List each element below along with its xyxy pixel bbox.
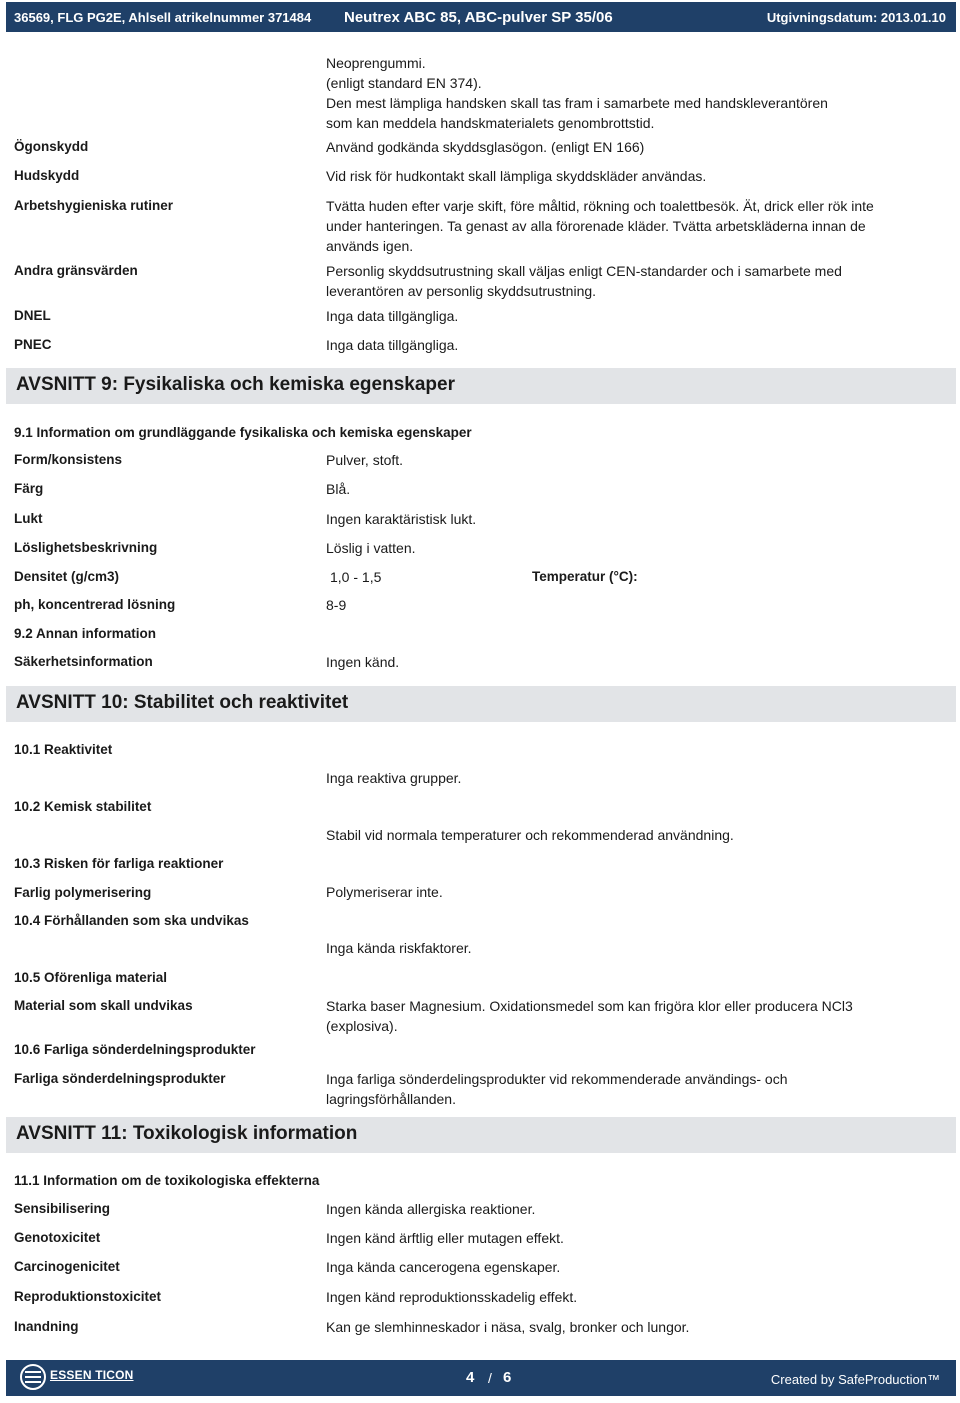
logo-text: ESSEN TICON: [50, 1368, 134, 1382]
subsection-10-4: 10.4 Förhållanden som ska undvikas: [14, 913, 249, 928]
subsection-10-5: 10.5 Oförenliga material: [14, 970, 168, 985]
section-9-header: [6, 368, 956, 404]
conditions-value: Inga kända riskfaktorer.: [326, 940, 472, 956]
carcinogenicity-value: Inga kända cancerogena egenskaper.: [326, 1259, 561, 1275]
page-number: 4: [466, 1369, 475, 1386]
polymerization-value: Polymeriserar inte.: [326, 884, 443, 900]
dnel-label: DNEL: [14, 308, 51, 323]
subsection-9-2: 9.2 Annan information: [14, 626, 157, 641]
page-total: 6: [503, 1369, 512, 1386]
decomposition-value: Inga farliga sönderdelingsprodukter vid rekommenderade användings- och lagringsförhållanden.: [326, 1071, 788, 1107]
carcinogenicity-label: Carcinogenicitet: [14, 1259, 120, 1274]
density-value: 1,0 - 1,5: [330, 569, 382, 585]
other-limits-value: Personlig skyddsutrustning skall väljas enligt CEN-standarder och i samarbete med leverantören av personlig skyddsutrustning.: [326, 263, 842, 299]
genotoxicity-label: Genotoxicitet: [14, 1230, 101, 1245]
glove-material: Neoprengummi.: [326, 55, 426, 71]
document-header: [6, 2, 956, 32]
glove-advice-line1: Den mest lämpliga handsken skall tas fram i samarbete med handskleverantören: [326, 95, 828, 111]
solubility-value: Löslig i vatten.: [326, 540, 416, 556]
pnec-value: Inga data tillgängliga.: [326, 337, 459, 353]
pnec-label: PNEC: [14, 337, 52, 352]
page-separator: /: [488, 1370, 492, 1386]
other-limits-label: Andra gränsvärden: [14, 263, 138, 278]
ph-value: 8-9: [326, 597, 347, 613]
incompatible-value: Starka baser Magnesium. Oxidationsmedel som kan frigöra klor eller producera NCl3 (explosiva).: [326, 998, 853, 1034]
genotoxicity-value: Ingen känd ärftlig eller mutagen effekt.: [326, 1230, 564, 1246]
subsection-10-2: 10.2 Kemisk stabilitet: [14, 799, 152, 814]
decomposition-label: Farliga sönderdelningsprodukter: [14, 1071, 226, 1086]
reactivity-value: Inga reaktiva grupper.: [326, 770, 462, 786]
essen-ticon-logo-icon: [20, 1364, 46, 1390]
subsection-10-3: 10.3 Risken för farliga reaktioner: [14, 856, 224, 871]
incompatible-label: Material som skall undvikas: [14, 998, 193, 1013]
polymerization-label: Farlig polymerisering: [14, 885, 152, 900]
subsection-10-1: 10.1 Reaktivitet: [14, 742, 113, 757]
odor-value: Ingen karaktäristisk lukt.: [326, 511, 477, 527]
section-11-header: [6, 1117, 956, 1153]
section-9-title: AVSNITT 9: Fysikaliska och kemiska egenskaper: [16, 374, 455, 395]
inhalation-value: Kan ge slemhinneskador i näsa, svalg, bronker och lungor.: [326, 1319, 690, 1335]
odor-label: Lukt: [14, 511, 43, 526]
inhalation-label: Inandning: [14, 1319, 79, 1334]
eye-protection-label: Ögonskydd: [14, 139, 89, 154]
glove-standard: (enligt standard EN 374).: [326, 75, 482, 91]
sensitization-label: Sensibilisering: [14, 1201, 111, 1216]
section-10-title: AVSNITT 10: Stabilitet och reaktivitet: [16, 692, 349, 713]
subsection-9-1: 9.1 Information om grundläggande fysikaliska och kemiska egenskaper: [14, 425, 472, 440]
dnel-value: Inga data tillgängliga.: [326, 308, 459, 324]
solubility-label: Löslighetsbeskrivning: [14, 540, 158, 555]
temperature-label: Temperatur (°C):: [532, 569, 638, 584]
skin-protection-label: Hudskydd: [14, 168, 80, 183]
subsection-11-1: 11.1 Information om de toxikologiska effekterna: [14, 1173, 320, 1188]
header-issue-date: Utgivningsdatum: 2013.01.10: [766, 9, 946, 25]
color-label: Färg: [14, 481, 44, 496]
hygiene-routines-label: Arbetshygieniska rutiner: [14, 198, 174, 213]
form-value: Pulver, stoft.: [326, 452, 404, 468]
created-by: Created by SafeProduction™: [770, 1372, 940, 1387]
reproductive-toxicity-label: Reproduktionstoxicitet: [14, 1289, 162, 1304]
safety-info-label: Säkerhetsinformation: [14, 654, 153, 669]
section-11-title: AVSNITT 11: Toxikologisk information: [16, 1123, 358, 1144]
subsection-10-6: 10.6 Farliga sönderdelningsprodukter: [14, 1042, 256, 1057]
skin-protection-value: Vid risk för hudkontakt skall lämpliga skyddskläder användas.: [326, 168, 707, 184]
hygiene-routines-value: Tvätta huden efter varje skift, före måltid, rökning och toalettbesök. Ät, drick eller rök inte under hanteringen. Ta genast av alla förorenade kläder. Tvätta arbetskläderna innan de används igen.: [326, 198, 874, 254]
color-value: Blå.: [326, 481, 351, 497]
density-label: Densitet (g/cm3): [14, 569, 120, 584]
stability-value: Stabil vid normala temperaturer och rekommenderad användning.: [326, 827, 734, 843]
header-product-name: Neutrex ABC 85, ABC-pulver SP 35/06: [344, 8, 613, 26]
section-10-header: [6, 686, 956, 722]
eye-protection-value: Använd godkända skyddsglasögon. (enligt EN 166): [326, 139, 645, 155]
ph-label: ph, koncentrerad lösning: [14, 597, 176, 612]
glove-advice-line2: som kan meddela handskmaterialets genombrottstid.: [326, 115, 655, 131]
sensitization-value: Ingen kända allergiska reaktioner.: [326, 1201, 536, 1217]
reproductive-toxicity-value: Ingen känd reproduktionsskadelig effekt.: [326, 1289, 578, 1305]
form-label: Form/konsistens: [14, 452, 123, 467]
safety-info-value: Ingen känd.: [326, 654, 400, 670]
document-footer: [6, 1360, 956, 1396]
header-product-number: 36569, FLG PG2E, Ahlsell atrikelnummer 371484: [14, 9, 312, 25]
